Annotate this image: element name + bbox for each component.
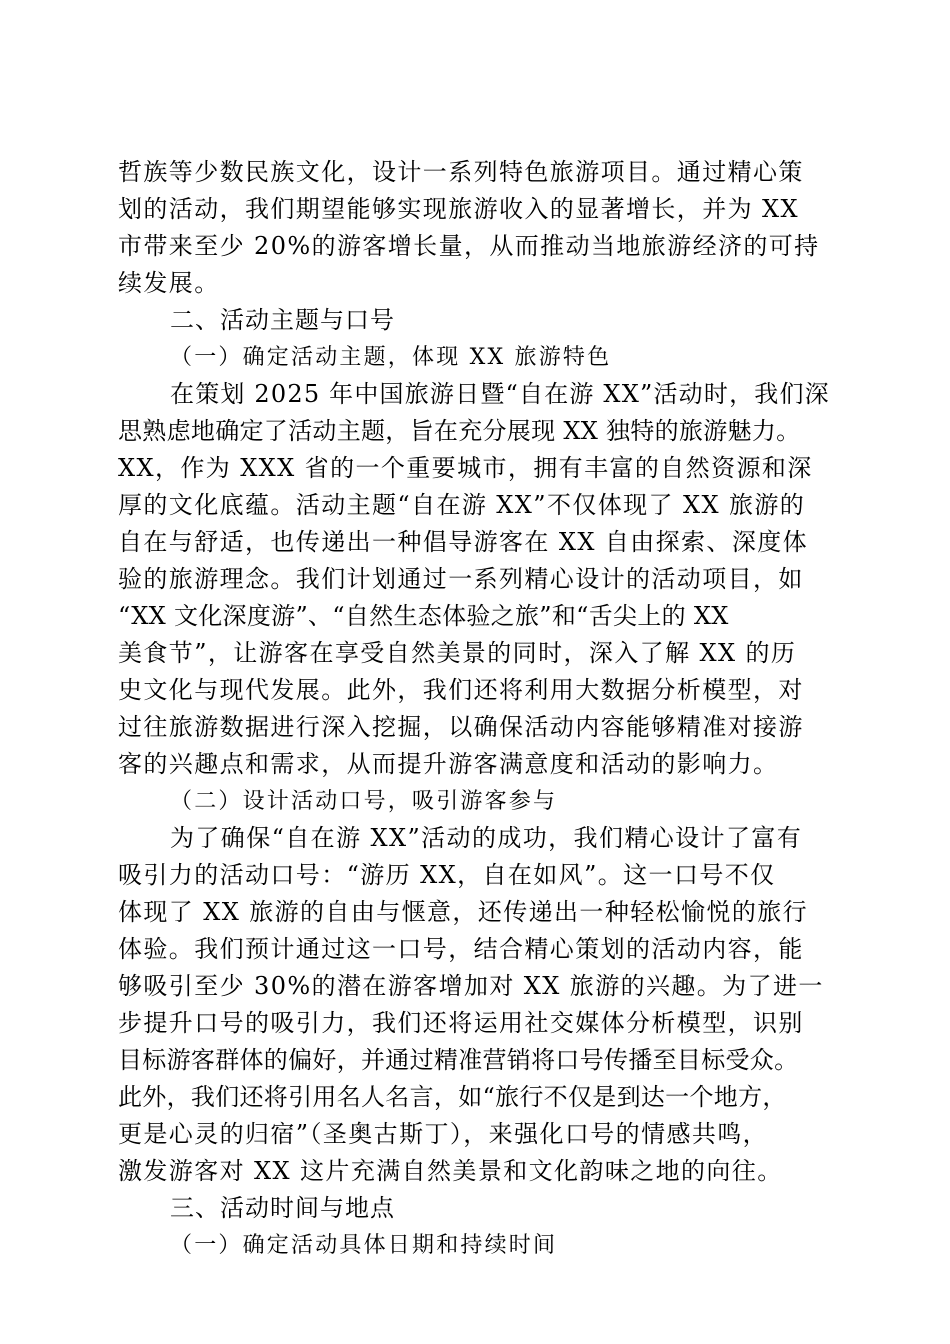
subsection-heading-3-1: （一）确定活动具体日期和持续时间 — [170, 1233, 558, 1258]
paragraph-line: 在策划 2025 年中国旅游日暨“自在游 XX”活动时，我们深 — [170, 380, 830, 408]
paragraph-line: 过往旅游数据进行深入挖掘，以确保活动内容能够精准对接游 — [118, 713, 804, 741]
paragraph-line: 史文化与现代发展。此外，我们还将利用大数据分析模型，对 — [118, 676, 804, 704]
paragraph-line: 划的活动，我们期望能够实现旅游收入的显著增长，并为 XX — [118, 195, 799, 223]
paragraph-line: 步提升口号的吸引力，我们还将运用社交媒体分析模型，识别 — [118, 1009, 804, 1037]
paragraph-line: 吸引力的活动口号：“游历 XX，自在如风”。这一口号不仅 — [118, 861, 776, 889]
paragraph-line: 激发游客对 XX 这片充满自然美景和文化韵味之地的向往。 — [118, 1157, 783, 1185]
paragraph-line: 思熟虑地确定了活动主题，旨在充分展现 XX 独特的旅游魅力。 — [118, 417, 801, 445]
paragraph-line: 自在与舒适，也传递出一种倡导游客在 XX 自由探索、深度体 — [118, 528, 809, 556]
subsection-heading-2-1: （一）确定活动主题，体现 XX 旅游特色 — [170, 345, 612, 370]
paragraph-line: 续发展。 — [118, 269, 220, 297]
document-page — [118, 154, 834, 1264]
section-heading-3: 三、活动时间与地点 — [170, 1194, 395, 1222]
subsection-heading-2-2: （二）设计活动口号，吸引游客参与 — [170, 789, 558, 814]
paragraph-line: 目标游客群体的偏好，并通过精准营销将口号传播至目标受众。 — [118, 1046, 799, 1074]
paragraph-line: XX，作为 XXX 省的一个重要城市，拥有丰富的自然资源和深 — [118, 454, 813, 482]
paragraph-line: “XX 文化深度游”、“自然生态体验之旅”和“舌尖上的 XX — [118, 602, 729, 630]
paragraph-line: 体验。我们预计通过这一口号，结合精心策划的活动内容，能 — [118, 935, 804, 963]
paragraph-line: 市带来至少 20%的游客增长量，从而推动当地旅游经济的可持 — [118, 232, 820, 260]
paragraph-line: 美食节”，让游客在享受自然美景的同时，深入了解 XX 的历 — [118, 639, 797, 667]
paragraph-line: 更是心灵的归宿”（圣奥古斯丁），来强化口号的情感共鸣， — [118, 1120, 769, 1148]
paragraph-line: 够吸引至少 30%的潜在游客增加对 XX 旅游的兴趣。为了进一 — [118, 972, 824, 1000]
paragraph-line: 客的兴趣点和需求，从而提升游客满意度和活动的影响力。 — [118, 750, 779, 778]
paragraph-line: 验的旅游理念。我们计划通过一系列精心设计的活动项目，如 — [118, 565, 804, 593]
paragraph-line: 哲族等少数民族文化，设计一系列特色旅游项目。通过精心策 — [118, 158, 804, 186]
paragraph-line: 此外，我们还将引用名人名言，如“旅行不仅是到达一个地方， — [118, 1083, 787, 1111]
section-heading-2: 二、活动主题与口号 — [170, 306, 395, 334]
paragraph-line: 体现了 XX 旅游的自由与惬意，还传递出一种轻松愉悦的旅行 — [118, 898, 809, 926]
paragraph-line: 厚的文化底蕴。活动主题“自在游 XX”不仅体现了 XX 旅游的 — [118, 491, 806, 519]
paragraph-line: 为了确保“自在游 XX”活动的成功，我们精心设计了富有 — [170, 824, 803, 852]
